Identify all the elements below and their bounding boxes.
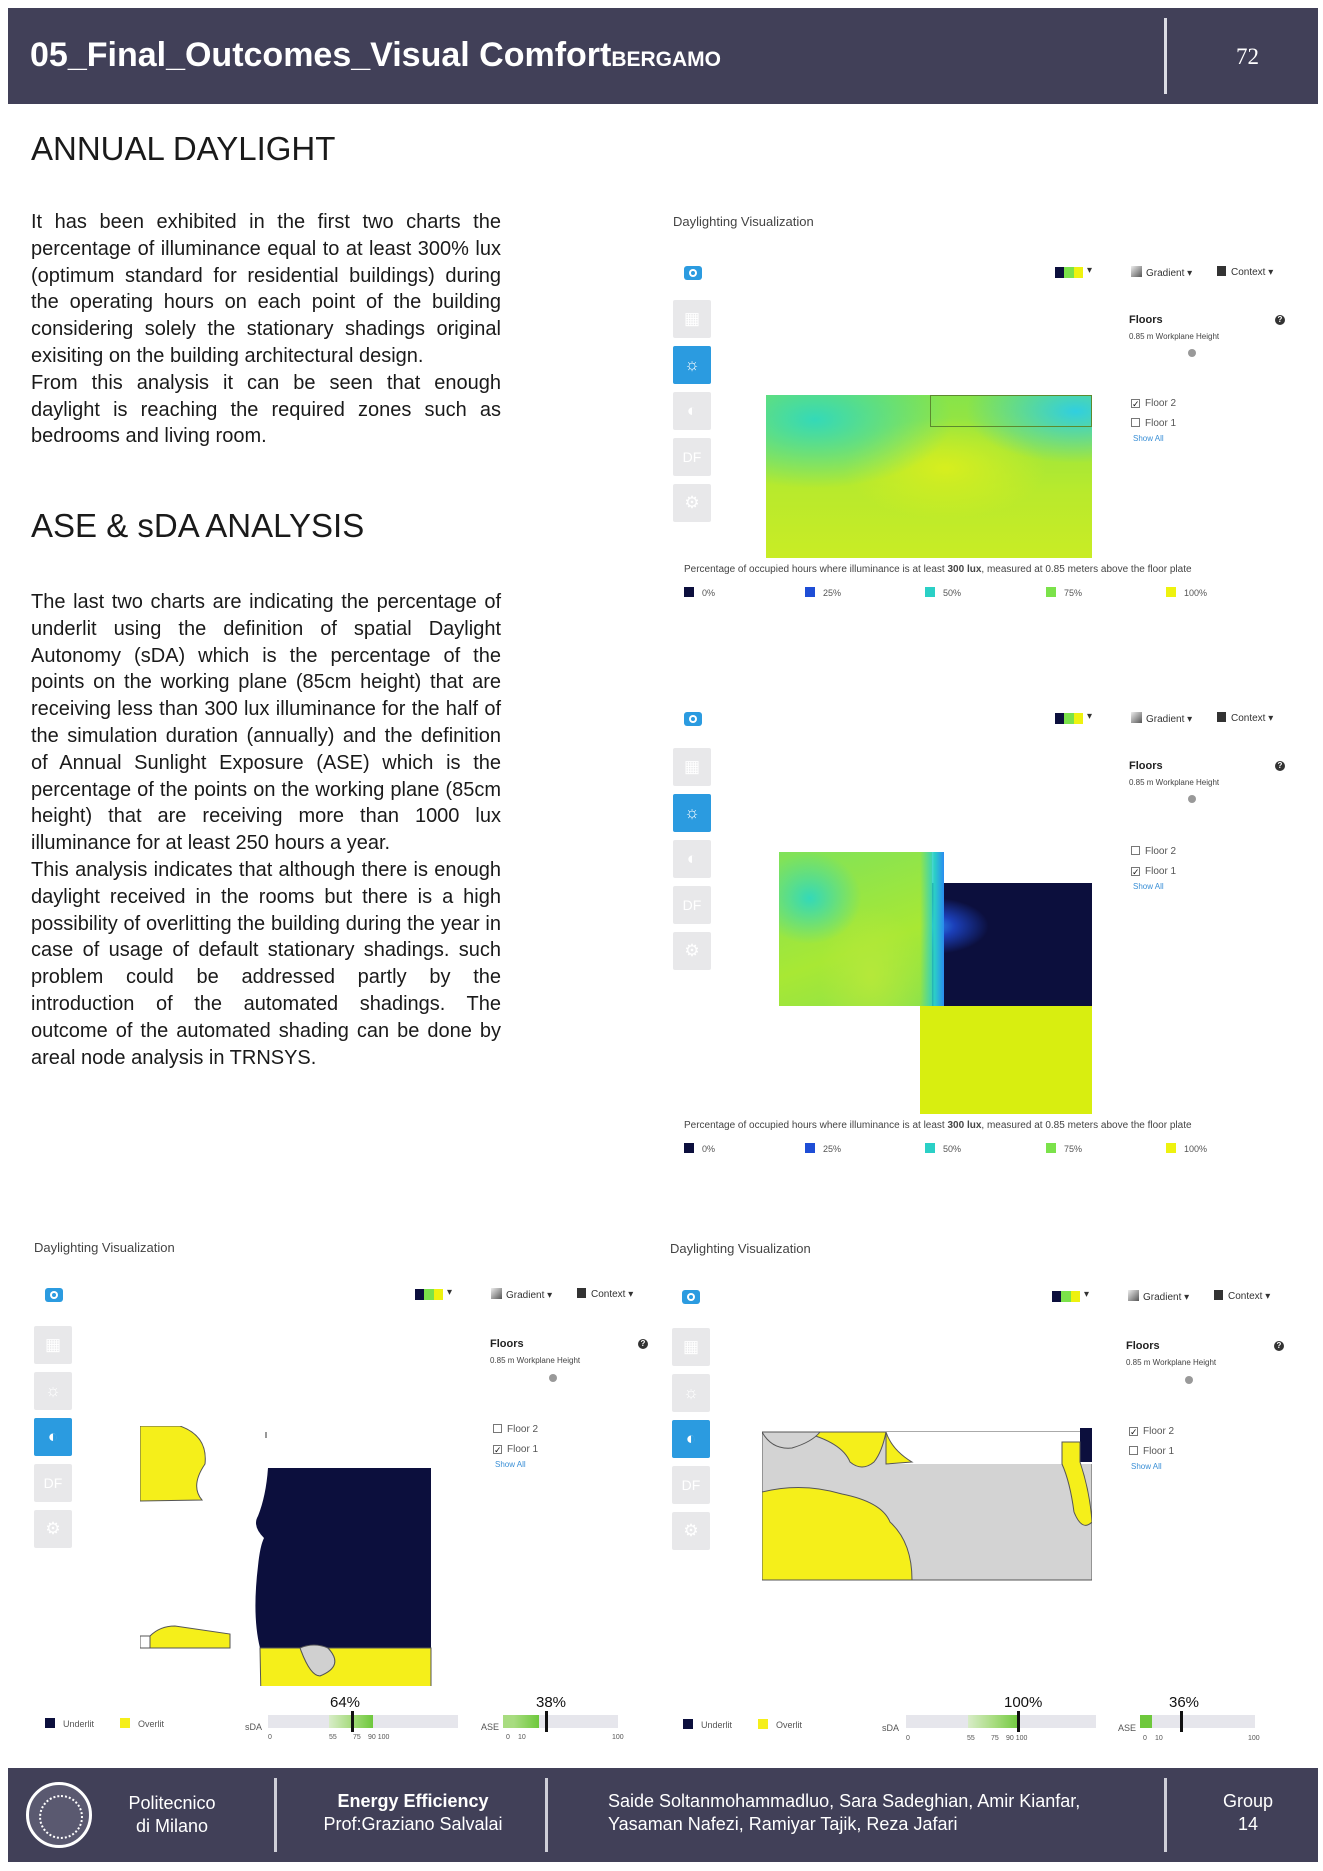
sda-bar <box>906 1715 1096 1728</box>
show-all-link[interactable]: Show All <box>1133 882 1164 891</box>
height-slider-handle[interactable] <box>1188 349 1196 357</box>
legend-label: 100% <box>1184 1144 1208 1154</box>
group-number: 14 <box>1237 1814 1259 1834</box>
contrast-button[interactable] <box>673 392 711 430</box>
header-divider <box>1164 18 1167 94</box>
page-header <box>8 8 1318 104</box>
swatch-dropdown-arrow[interactable]: ▾ <box>1084 1289 1090 1300</box>
ase-value: 38% <box>536 1694 567 1711</box>
height-slider-handle[interactable] <box>1185 1376 1193 1384</box>
checkbox-checked-icon: ✓ <box>1130 1427 1138 1437</box>
legend-swatch <box>684 1143 694 1153</box>
ase-label: ASE <box>1118 1723 1137 1733</box>
university-line: Politecnico <box>128 1793 216 1813</box>
ase-tick: 100 <box>612 1734 624 1741</box>
course-name: Energy Efficiency <box>337 1791 489 1811</box>
contrast-icon: ◐ <box>47 1427 59 1446</box>
checkbox-empty-icon <box>1131 418 1140 427</box>
sda-bar <box>268 1715 458 1728</box>
overlit-legend <box>758 1719 802 1730</box>
floor1-label: Floor 1 <box>1145 866 1177 877</box>
workplane-height: 0.85 m Workplane Height <box>490 1356 581 1365</box>
floor1-label: Floor 1 <box>1145 418 1177 429</box>
underlit-legend <box>45 1718 94 1729</box>
overlit-legend <box>120 1718 164 1729</box>
show-all-link[interactable]: Show All <box>1131 1462 1162 1471</box>
floor2-label: Floor 2 <box>1145 398 1177 409</box>
title-text: 05_Final_Outcomes_Visual Comfort <box>30 36 612 74</box>
context-arrow: ▾ <box>1268 267 1274 278</box>
course-info <box>313 1790 513 1836</box>
floor2-checkbox[interactable] <box>493 1424 538 1435</box>
context-icon <box>1217 266 1226 276</box>
checkbox-empty-icon <box>493 1424 502 1433</box>
workplane-height: 0.85 m Workplane Height <box>1126 1358 1217 1367</box>
settings-icon: ⚙ <box>45 1519 61 1538</box>
checkbox-checked-icon: ✓ <box>494 1445 502 1455</box>
floor1-checkbox[interactable] <box>493 1444 538 1455</box>
help-icon[interactable]: ? <box>1275 761 1285 771</box>
height-slider-handle[interactable] <box>549 1374 557 1382</box>
gradient-arrow: ▾ <box>1187 268 1193 279</box>
floor1-label: Floor 1 <box>507 1444 539 1455</box>
help-icon[interactable]: ? <box>1274 1341 1284 1351</box>
context-icon <box>1217 712 1226 722</box>
df-button[interactable] <box>672 1466 710 1504</box>
viz-title: Daylighting Visualization <box>34 1240 175 1255</box>
professor-name: Prof:Graziano Salvalai <box>323 1814 503 1834</box>
calendar-icon: ▦ <box>683 309 701 328</box>
legend-item <box>805 587 841 598</box>
gradient-button[interactable] <box>491 1288 552 1301</box>
settings-icon: ⚙ <box>684 941 700 960</box>
gradient-button[interactable] <box>1131 712 1192 725</box>
overlit-swatch <box>120 1718 130 1728</box>
sun-icon: ☼ <box>684 355 700 374</box>
overlit-zone <box>150 1626 230 1648</box>
color-scheme-swatch[interactable] <box>1055 713 1083 724</box>
context-label: Context <box>1231 267 1266 278</box>
ase-sda-heading: ASE & sDA ANALYSIS <box>31 507 365 544</box>
group-label: Group <box>1222 1791 1274 1811</box>
camera-icon[interactable] <box>45 1288 63 1302</box>
ase-tick: 10 <box>1155 1735 1163 1742</box>
legend-label: 0% <box>702 588 716 598</box>
floor2-label: Floor 2 <box>1143 1426 1175 1437</box>
legend-swatch <box>805 587 815 597</box>
ase-sda-paragraph <box>31 589 501 1071</box>
ase-tick: 100 <box>1248 1735 1260 1742</box>
legend-title-part: Percentage of occupied hours where illuminance is at least <box>684 1120 948 1131</box>
heatmap-left-room <box>779 852 932 1006</box>
gradient-arrow: ▾ <box>547 1290 553 1301</box>
df-button[interactable] <box>673 886 711 924</box>
checkbox-checked-icon: ✓ <box>1132 399 1140 409</box>
context-button[interactable] <box>1217 712 1273 724</box>
legend-title <box>684 564 1192 575</box>
ase-sda-floor2-plan <box>762 1422 1092 1582</box>
gradient-button[interactable] <box>1128 1290 1189 1303</box>
legend-swatch <box>1046 587 1056 597</box>
heatmap-bottom-room <box>920 1006 1092 1114</box>
ase-marker <box>1180 1711 1183 1732</box>
df-button[interactable] <box>34 1464 72 1502</box>
floor2-checkbox[interactable] <box>1129 1426 1174 1437</box>
sda-value: 64% <box>330 1694 361 1711</box>
sda-value: 100% <box>1004 1694 1043 1711</box>
legend-item <box>1046 587 1082 598</box>
footer-divider <box>545 1778 548 1852</box>
calendar-button[interactable] <box>673 748 711 786</box>
legend-swatch <box>1046 1143 1056 1153</box>
legend-item <box>1166 587 1207 598</box>
ase-tick: 10 <box>518 1734 526 1741</box>
ase-range <box>503 1715 539 1728</box>
ase-bar <box>503 1715 618 1728</box>
sda-marker <box>351 1711 354 1732</box>
context-label: Context <box>1231 713 1266 724</box>
context-icon <box>577 1288 586 1298</box>
calendar-icon: ▦ <box>682 1337 700 1356</box>
sun-icon: ☼ <box>45 1381 61 1400</box>
footer-divider <box>1164 1778 1167 1852</box>
overlit-zone <box>140 1426 205 1501</box>
underlit-label: Underlit <box>63 1719 95 1729</box>
calendar-button[interactable] <box>34 1326 72 1364</box>
page-title <box>30 36 721 75</box>
sda-label: sDA <box>882 1723 900 1733</box>
legend-label: 25% <box>823 1144 842 1154</box>
legend-item <box>925 1143 961 1154</box>
ase-marker <box>545 1711 548 1732</box>
floor1-checkbox[interactable] <box>1131 866 1176 877</box>
settings-button[interactable] <box>672 1512 710 1550</box>
gradient-label: Gradient <box>1143 1292 1182 1303</box>
checkbox-empty-icon <box>1129 1446 1138 1455</box>
sda-tick: 55 <box>967 1735 975 1742</box>
gradient-arrow: ▾ <box>1187 714 1193 725</box>
contrast-button[interactable] <box>672 1420 710 1458</box>
floor1-checkbox[interactable] <box>1129 1446 1174 1457</box>
floor2-label: Floor 2 <box>507 1424 539 1435</box>
calendar-button[interactable] <box>673 300 711 338</box>
context-label: Context <box>1228 1291 1263 1302</box>
color-scheme-swatch[interactable] <box>415 1289 443 1300</box>
legend-label: 25% <box>823 588 842 598</box>
underlit-zone <box>255 1468 431 1648</box>
show-all-link[interactable]: Show All <box>1133 434 1164 443</box>
swatch-dropdown-arrow[interactable]: ▾ <box>1087 265 1093 276</box>
height-slider-handle[interactable] <box>1188 795 1196 803</box>
calendar-button[interactable] <box>672 1328 710 1366</box>
help-icon[interactable]: ? <box>638 1339 648 1349</box>
heatmap-room-outline <box>930 395 1092 427</box>
underlit-swatch <box>683 1719 693 1729</box>
sda-marker <box>1017 1711 1020 1732</box>
context-icon <box>1214 1290 1223 1300</box>
legend-item <box>684 587 715 598</box>
daylight-viz-1 <box>669 210 1299 610</box>
legend-label: 50% <box>943 1144 962 1154</box>
sda-tick: 0 <box>268 1734 272 1741</box>
context-label: Context <box>591 1289 626 1300</box>
page-number: 72 <box>1236 44 1259 69</box>
context-button[interactable] <box>1217 266 1273 278</box>
checkbox-empty-icon <box>1131 846 1140 855</box>
sda-tick: 55 <box>329 1734 337 1741</box>
gradient-icon <box>1128 1290 1139 1301</box>
legend-swatch <box>925 587 935 597</box>
legend-title-part: , measured at 0.85 meters above the floor plate <box>981 564 1192 575</box>
floor2-label: Floor 2 <box>1145 846 1177 857</box>
context-arrow: ▾ <box>1265 1291 1271 1302</box>
gradient-label: Gradient <box>1146 268 1185 279</box>
camera-icon[interactable] <box>684 712 702 726</box>
legend-item <box>805 1143 841 1154</box>
legend-label: 100% <box>1184 588 1208 598</box>
df-label: DF <box>682 449 702 465</box>
heatmap-dark-room <box>932 883 1092 1006</box>
legend-label: 50% <box>943 588 962 598</box>
legend-label: 75% <box>1064 588 1083 598</box>
contrast-button[interactable] <box>34 1418 72 1456</box>
workplane-height: 0.85 m Workplane Height <box>1129 778 1220 787</box>
ase-tick: 0 <box>506 1734 510 1741</box>
df-button[interactable] <box>673 438 711 476</box>
underlit-label: Underlit <box>701 1720 733 1730</box>
university-line: di Milano <box>135 1816 209 1836</box>
underlit-swatch <box>45 1718 55 1728</box>
legend-item <box>684 1143 715 1154</box>
context-arrow: ▾ <box>1268 713 1274 724</box>
sda-tick: 75 <box>991 1735 999 1742</box>
swatch-dropdown-arrow[interactable]: ▾ <box>1087 711 1093 722</box>
sun-icon: ☼ <box>683 1383 699 1402</box>
swatch-dropdown-arrow[interactable]: ▾ <box>447 1287 453 1298</box>
floors-label: Floors <box>1126 1340 1160 1352</box>
footer-divider <box>274 1778 277 1852</box>
gradient-icon <box>1131 712 1142 723</box>
gradient-icon <box>491 1288 502 1299</box>
settings-button[interactable] <box>673 484 711 522</box>
underlit-legend <box>683 1719 732 1730</box>
ase-bar <box>1140 1715 1255 1728</box>
gradient-label: Gradient <box>506 1290 545 1301</box>
legend-item <box>925 587 961 598</box>
university-seal-logo <box>26 1782 92 1848</box>
viz-title: Daylighting Visualization <box>670 1241 811 1256</box>
sda-tick: 0 <box>906 1735 910 1742</box>
legend-title-bold: 300 lux <box>947 564 982 575</box>
daylight-viz-4 <box>666 1237 1298 1747</box>
ase-label: ASE <box>481 1722 500 1732</box>
df-label: DF <box>681 1477 701 1493</box>
ase-sda-text: The last two charts are indicating the percentage of underlit using the definition of spatial Daylight Autonomy (sDA) which is the percentage of the points on the working plane (85cm height) that are receiving less than 300 lux illuminance for the half of the simulation duration (annually) and the definition of Annual Sunlight Exposure (ASE) which is the percentage of the points on the working plane (85cm height) that are receiving more than 1000 lux illuminance for at least 250 hours a year. This analysis indicates that although there is enough daylight received in the rooms but there is a high possibility of overlitting the building during the year in case of usage of default stationary shadings. such problem could be addressed partly by the introduction of the automated shadings. The outcome of the automated shading can be done by areal node analysis in TRNSYS. <box>31 591 501 1069</box>
legend-swatch <box>1166 587 1176 597</box>
gap-zone <box>886 1432 1092 1464</box>
gradient-label: Gradient <box>1146 714 1185 725</box>
viz-title: Daylighting Visualization <box>673 214 814 229</box>
contrast-icon: ◐ <box>685 1429 697 1448</box>
annual-daylight-paragraph <box>31 209 501 450</box>
contrast-button[interactable] <box>673 840 711 878</box>
help-icon[interactable]: ? <box>1275 315 1285 325</box>
show-all-link[interactable]: Show All <box>495 1460 526 1469</box>
camera-icon[interactable] <box>684 266 702 280</box>
overlit-label: Overlit <box>138 1719 165 1729</box>
heatmap-floor2 <box>766 395 1092 558</box>
checkbox-checked-icon: ✓ <box>1132 867 1140 877</box>
legend-swatch <box>805 1143 815 1153</box>
title-subtitle: BERGAMO <box>611 48 722 71</box>
gap-zone <box>140 1636 150 1648</box>
legend-title-part: Percentage of occupied hours where illuminance is at least <box>684 564 948 575</box>
university-name <box>112 1792 232 1838</box>
ase-value: 36% <box>1169 1694 1200 1711</box>
df-label: DF <box>43 1475 63 1491</box>
sda-label: sDA <box>245 1722 263 1732</box>
legend-swatch <box>925 1143 935 1153</box>
legend-item <box>1166 1143 1207 1154</box>
context-button[interactable] <box>1214 1290 1270 1302</box>
sda-tick: 75 <box>353 1734 361 1741</box>
sun-button[interactable] <box>673 794 711 832</box>
sda-tick: 90 100 <box>368 1734 390 1741</box>
sun-button[interactable] <box>673 346 711 384</box>
underlit-zone <box>1080 1428 1092 1462</box>
legend-title <box>684 1120 1192 1131</box>
calendar-icon: ▦ <box>683 757 701 776</box>
camera-icon[interactable] <box>682 1290 700 1304</box>
legend-title-part: , measured at 0.85 meters above the floor plate <box>981 1120 1192 1131</box>
legend-swatch <box>684 587 694 597</box>
settings-button[interactable] <box>34 1510 72 1548</box>
ase-sda-floor1-plan <box>140 1426 480 1686</box>
sun-button[interactable] <box>672 1374 710 1412</box>
gradient-icon <box>1131 266 1142 277</box>
sun-button[interactable] <box>34 1372 72 1410</box>
legend-label: 75% <box>1064 1144 1083 1154</box>
context-arrow: ▾ <box>628 1289 634 1300</box>
floor1-label: Floor 1 <box>1143 1446 1175 1457</box>
authors-line: Saide Soltanmohammadluo, Sara Sadeghian, Amir Kianfar, <box>608 1791 1081 1811</box>
floors-label: Floors <box>1129 760 1163 772</box>
gradient-arrow: ▾ <box>1184 1292 1190 1303</box>
ase-tick: 0 <box>1143 1735 1147 1742</box>
floor1-checkbox[interactable] <box>1131 418 1176 429</box>
page-footer <box>8 1768 1318 1862</box>
authors-line: Yasaman Nafezi, Ramiyar Tajik, Reza Jafari <box>608 1814 958 1834</box>
df-label: DF <box>682 897 702 913</box>
sda-tick: 90 100 <box>1006 1735 1028 1742</box>
floor2-checkbox[interactable] <box>1131 398 1176 409</box>
settings-icon: ⚙ <box>684 493 700 512</box>
daylight-viz-2 <box>669 700 1299 1160</box>
floors-label: Floors <box>490 1338 524 1350</box>
settings-button[interactable] <box>673 932 711 970</box>
color-scheme-swatch[interactable] <box>1052 1291 1080 1302</box>
gradient-button[interactable] <box>1131 266 1192 279</box>
legend-label: 0% <box>702 1144 716 1154</box>
contrast-icon: ◐ <box>686 401 698 420</box>
annual-daylight-text: It has been exhibited in the first two charts the percentage of illuminance equal to at least 300% lux (optimum standard for residential buildings) during the operating hours on each point of the building considering solely the stationary shadings original exisiting on the building architectural design. From this analysis it can be seen that enough daylight is reaching the required zones such as bedrooms and living room. <box>31 211 501 448</box>
heatmap-transition <box>920 852 944 1006</box>
color-scheme-swatch[interactable] <box>1055 267 1083 278</box>
context-button[interactable] <box>577 1288 633 1300</box>
authors <box>608 1790 1080 1836</box>
sun-icon: ☼ <box>684 803 700 822</box>
floors-label: Floors <box>1129 314 1163 326</box>
floor2-checkbox[interactable] <box>1131 846 1176 857</box>
settings-icon: ⚙ <box>683 1521 699 1540</box>
legend-title-bold: 300 lux <box>947 1120 982 1131</box>
annual-daylight-heading: ANNUAL DAYLIGHT <box>31 130 336 167</box>
overlit-zone <box>260 1648 431 1686</box>
legend-item <box>1046 1143 1082 1154</box>
overlit-swatch <box>758 1719 768 1729</box>
contrast-icon: ◐ <box>686 849 698 868</box>
overlit-label: Overlit <box>776 1720 803 1730</box>
daylight-viz-3 <box>30 1236 660 1746</box>
workplane-height: 0.85 m Workplane Height <box>1129 332 1220 341</box>
legend-swatch <box>1166 1143 1176 1153</box>
calendar-icon: ▦ <box>44 1335 62 1354</box>
group-info <box>1198 1790 1298 1836</box>
ase-range <box>1140 1715 1152 1728</box>
sda-range <box>968 1715 1020 1728</box>
